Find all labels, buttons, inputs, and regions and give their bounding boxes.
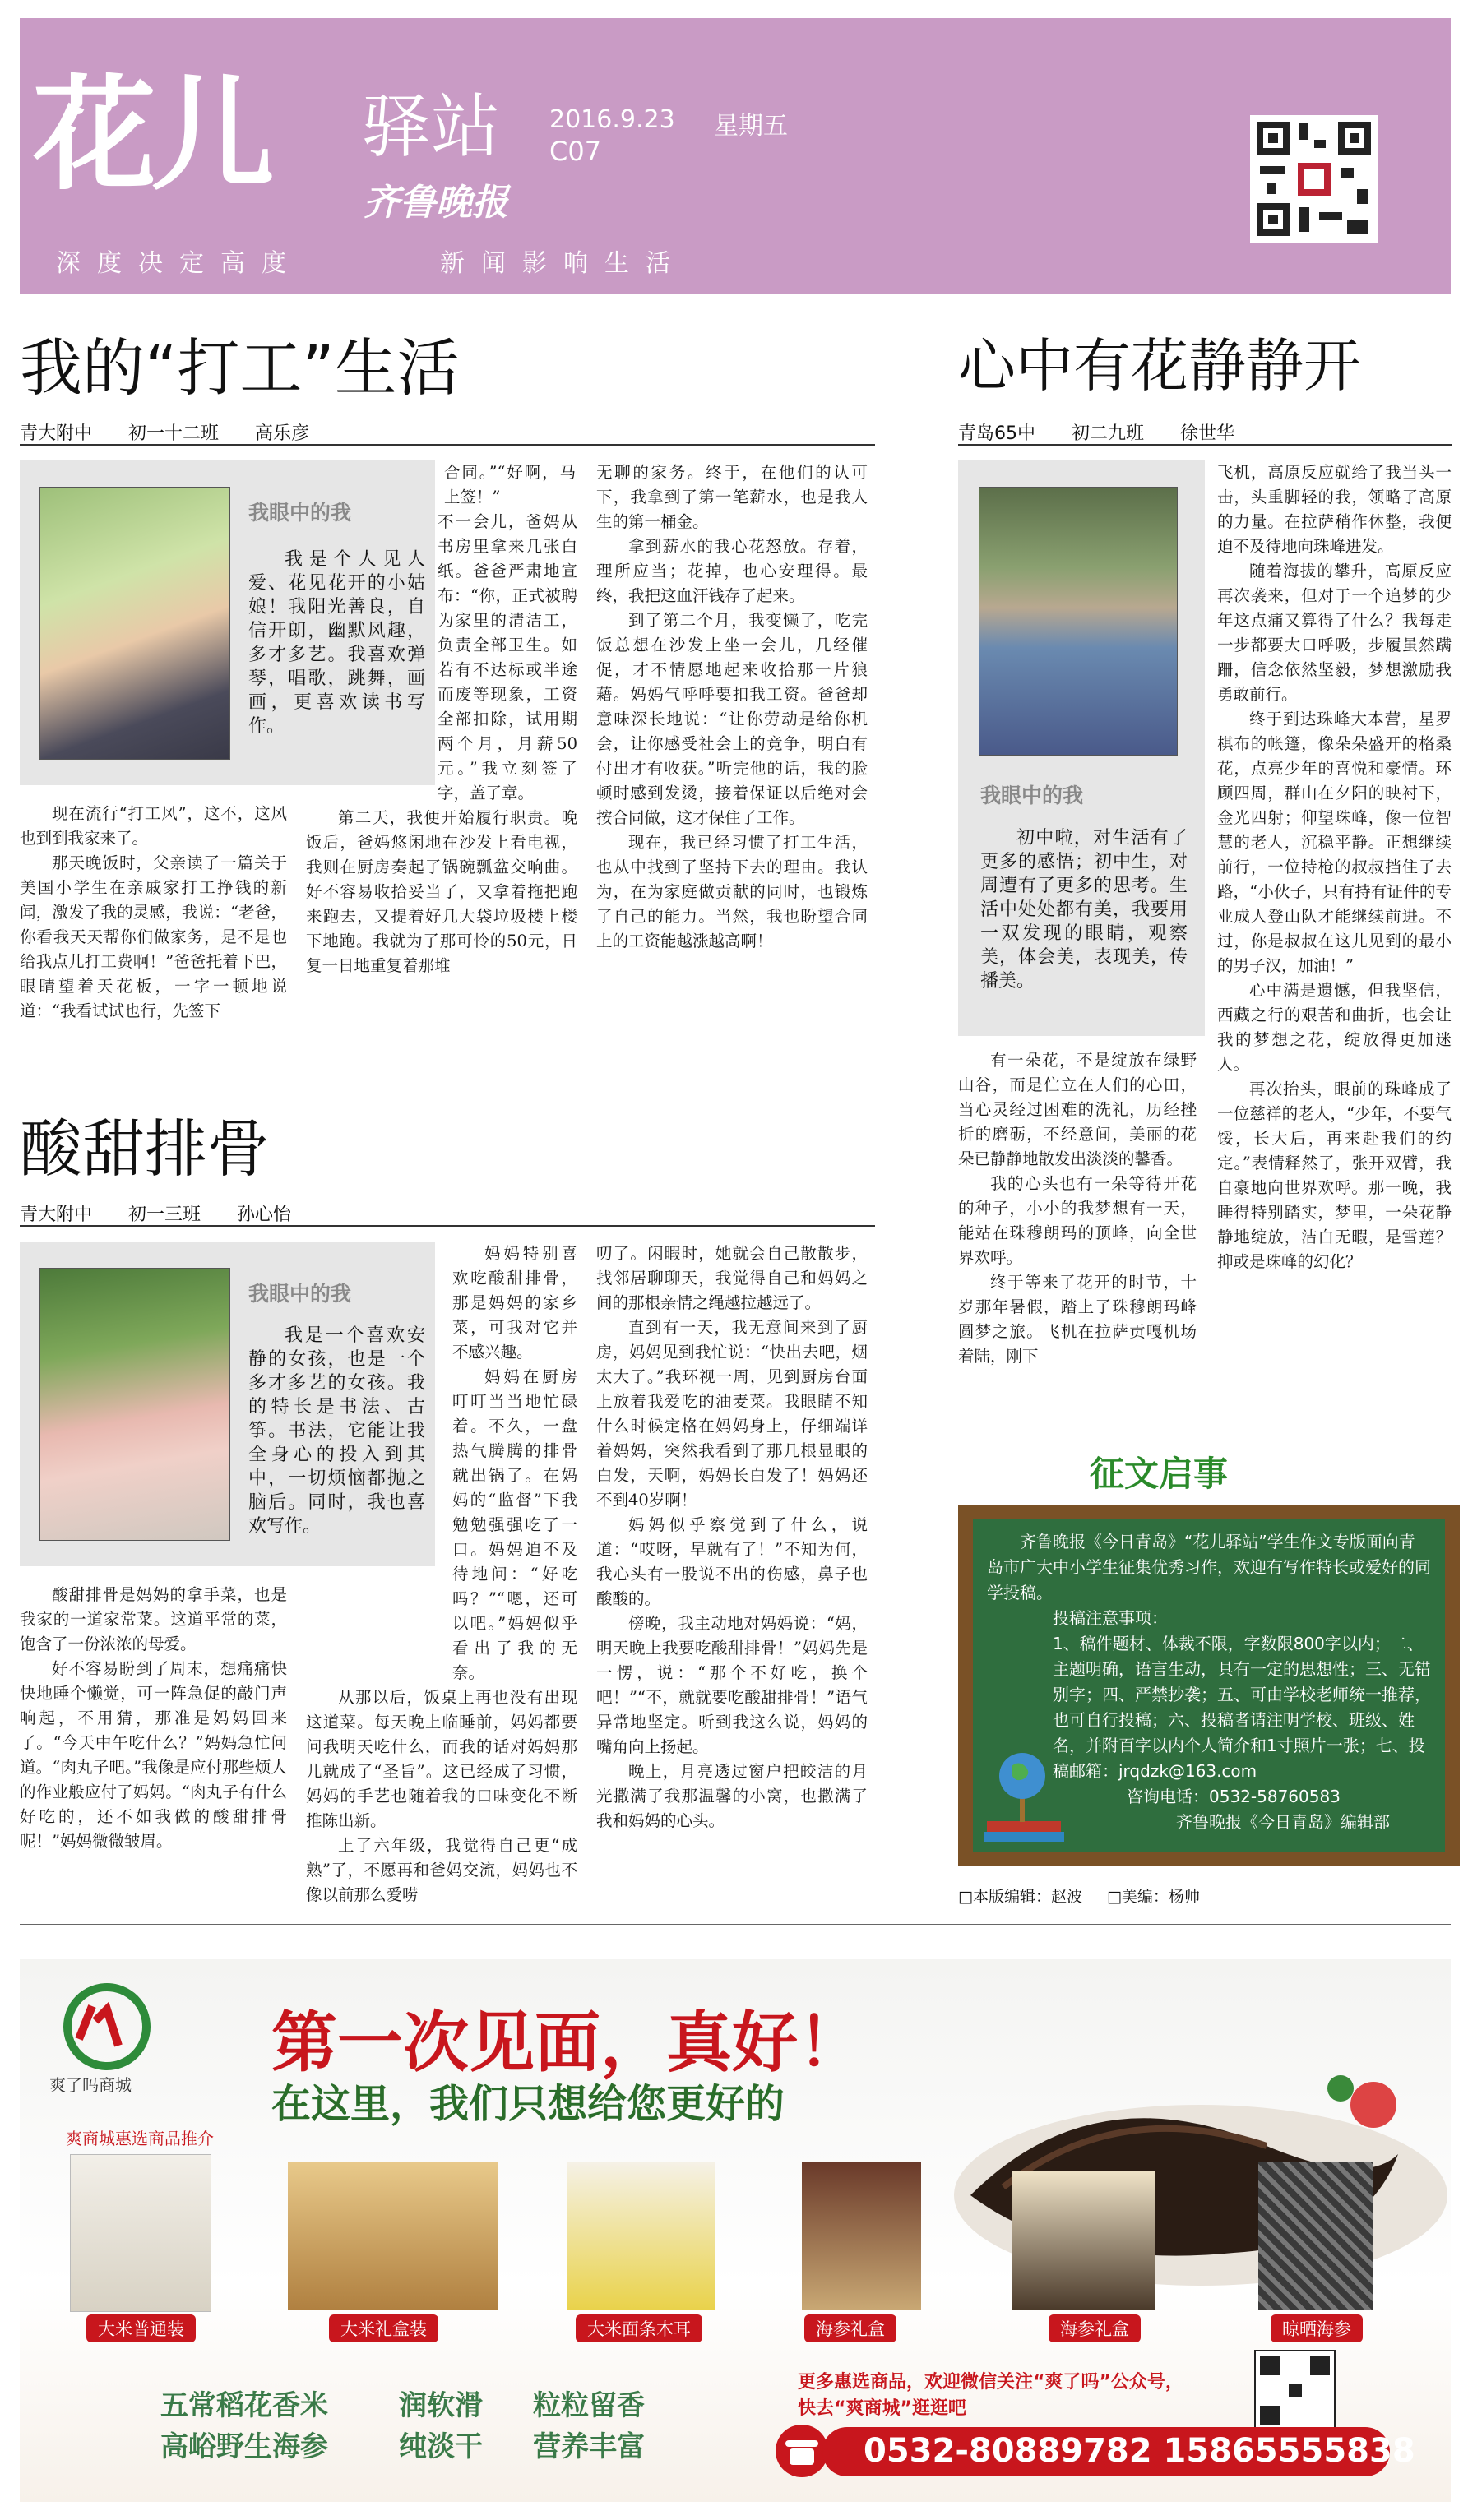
article3-side-text: 初中啦，对生活有了更多的感悟；初中生，对周遭有了更多的思考。生活中处处都有美，我要用一双发现的眼睛，观察美，体会美，表现美，传播美。: [980, 828, 1188, 992]
masthead-slogan-right: 新闻影响生活: [440, 249, 687, 278]
notice-title: 征文启事: [1090, 1454, 1229, 1494]
article2-school: 青大附中: [20, 1205, 93, 1225]
product-label-5[interactable]: 晾晒海参: [1271, 2314, 1363, 2342]
product-image-rice-box: [288, 2162, 498, 2310]
article2-author: 孙心怡: [237, 1205, 292, 1225]
article2-column-3: 叨了。闲暇时，她就会自己散散步，找邻居聊聊天，我觉得自己和妈妈之间的那根亲情之绳越拉越远了。 直到有一天，我无意间来到了厨房，妈妈见到我忙说：“快出去吧，烟太大了。”我环视一周，见到厨房台面上放着我爱吃的油麦菜。我眼睛不知什么时候定格在妈妈身上，仔细端详着妈妈，突然我看到了那几根显眼的白发，天啊，妈妈长白发了！妈妈还不到40岁啊！ 妈妈似乎察觉到了什么，说道：“哎呀，早就有了！”不知为何，我心头有一股说不出的伤感，鼻子也酸酸的。 傍晚，我主动地对妈妈说：“妈，明天晚上我要吃酸甜排骨！”妈妈先是一愣，说：“那个不好吃，换个吧！”“不，就就要吃酸甜排骨！”语气异常地坚定。听到我这么说，妈妈的嘴角向上扬起。 晚上，月亮透过窗户把皎洁的月光撒满了我那温馨的小窝，也撒满了我和妈妈的心头。: [596, 1244, 868, 1830]
article3-title: 心中有花静静开: [958, 332, 1361, 400]
shop-logo-text: 爽了吗商城: [49, 2075, 132, 2095]
notice-signature: 齐鲁晚报《今日青岛》编辑部: [1176, 1812, 1390, 1832]
article2-side-label: 我眼中的我: [248, 1282, 352, 1306]
article3-column-1: 有一朵花，不是绽放在绿野山谷，而是伫立在人们的心田，当心灵经过困难的洗礼，历经挫折的磨砺，不经意间，美丽的花朵已静静地散发出淡淡的馨香。 我的心头也有一朵等待开花的种子，小小的我梦想有一天，能站在珠穆朗玛的顶峰，向全世界欢呼。 终于等来了花开的时节，十岁那年暑假，踏上了珠穆朗玛峰圆梦之旅。飞机在拉萨贡嘎机场着陆，刚下: [958, 1051, 1197, 1366]
article1-author-photo: [39, 487, 230, 760]
ad-cta-line2: 快去“爽商城”逛逛吧: [798, 2398, 966, 2419]
article1-column-1: 现在流行“打工风”，这不，这风也到到我家来了。 那天晚饭时，父亲读了一篇关于美国小学生在亲戚家打工挣钱的新闻，激发了我的灵感，我说：“老爸，你看我天天帮你们做家务，是不是也给我点儿打工费啊！”爸爸托着下巴，眼睛望着天花板，一字一顿地说道：“我看试试也行，先签下: [20, 804, 287, 1020]
article2-side-text: 我是一个喜欢安静的女孩，也是一个多才多艺的女孩。我的特长是书法、古筝。书法，它能让我全身心的投入到其中，一切烦恼都抛之脑后。同时，我也喜欢写作。: [248, 1325, 425, 1537]
ad-headline: 第一次见面，真好！: [271, 2004, 864, 2081]
article1-rule: [20, 444, 875, 446]
product-image-dried-seacucumber: [1258, 2162, 1373, 2310]
article2-byline: [20, 1200, 327, 1226]
ad-qr-code-icon: [1254, 2350, 1336, 2431]
issue-date: 2016.9.23: [549, 105, 675, 134]
article3-author-photo: [979, 487, 1178, 756]
product-label-0[interactable]: 大米普通装: [86, 2314, 196, 2342]
ad-slogan-4: 纯淡干: [399, 2430, 483, 2463]
ad-phone-number[interactable]: 0532-80889782 15865555838: [864, 2432, 1415, 2470]
notice-intro: 齐鲁晚报《今日青岛》“花儿驿站”学生作文专版面向青岛市广大中小学生征集优秀习作，欢迎有写作特长或爱好的同学投稿。: [987, 1532, 1431, 1602]
article3-author: 徐世华: [1180, 423, 1235, 444]
article1-side-text: 我是个人见人爱、花见花开的小姑娘！我阳光善良，自信开朗，幽默风趣，多才多艺。我喜欢弹琴，唱歌，跳舞，画画，更喜欢读书写作。: [248, 549, 425, 737]
shop-logo-icon: [58, 1981, 156, 2072]
page-number: C07: [549, 136, 602, 167]
article1-column-2a: 合同。”“好啊，马上签！”: [444, 463, 576, 506]
ad-subheadline: 在这里，我们只想给您更好的: [271, 2081, 785, 2127]
article3-column-2: 飞机，高原反应就给了我当头一击，头重脚轻的我，领略了高原的力量。在拉萨稍作休整，我便迫不及待地向珠峰进发。 随着海拔的攀升，高原反应再次袭来，但对于一个追梦的少年这点痛又算得了什么？我每走一步都要大口呼吸，步履虽然蹒跚，信念依然坚毅，梦想激励我勇敢前行。 终于到达珠峰大本营，星罗棋布的帐篷，像朵朵盛开的格桑花，点亮少年的喜悦和豪情。环顾四周，群山在夕阳的映衬下，金光四射；仰望珠峰，像一位智慧的老人，沉稳平静。正想继续前行，一位持枪的叔叔挡住了去路，“小伙子，只有持有证件的专业成人登山队才能继续前进。不过，你是叔叔在这儿见到的最小的男子汉，加油！” 心中满是遗憾，但我坚信，西藏之行的艰苦和曲折，也会让我的梦想之花，绽放得更加迷人。 再次抬头，眼前的珠峰成了一位慈祥的老人，“少年，不要气馁，长大后，再来赴我们的约定。”表情释然了，张开双臂，我自豪地向世界欢呼。那一晚，我睡得特别踏实，梦里，一朵花静静地绽放，洁白无暇，是雪莲？抑或是珠峰的幻化？: [1217, 463, 1452, 1271]
article3-class: 初二九班: [1072, 423, 1145, 444]
ad-slogan-5: 营养丰富: [533, 2430, 645, 2463]
ad-cta-line1: 更多惠选商品，欢迎微信关注“爽了吗”公众号，: [798, 2372, 1183, 2393]
masthead-slogan-left: 深度决定高度: [56, 249, 303, 278]
ad-slogan-2: 粒粒留香: [533, 2389, 645, 2422]
article1-side-label: 我眼中的我: [248, 501, 352, 525]
article3-school: 青岛65中: [958, 423, 1035, 444]
article3-byline: [958, 419, 1271, 445]
masthead-brand: 齐鲁晚报: [364, 182, 508, 224]
article2-rule: [20, 1225, 875, 1227]
article1-title: 我的“打工”生活: [20, 331, 460, 405]
masthead-subtitle: 驿站: [362, 86, 501, 167]
notice-rules: 1、稿件题材、体裁不限，字数限800字以内；二、主题明确，语言生动，具有一定的思想性；三、无错别字；四、严禁抄袭；五、可由学校老师统一推荐，也可自行投稿；六、投稿者请注明学校、班级、姓名，并附百字以内个人简介和1寸照片一张；七、投稿邮箱：jrqdzk@163.com: [1053, 1634, 1431, 1781]
designer-credit: □美编：杨帅: [1106, 1888, 1200, 1906]
article1-column-3: 无聊的家务。终于，在他们的认可下，我拿到了第一笔薪水，也是我人生的第一桶金。 拿到薪水的我心花怒放。存着，理所应当；花掉，也心安理得。最终，我把这血汗钱存了起来。 到了第二个月，我变懒了，吃完饭总想在沙发上坐一会儿，几经催促，才不情愿地起来收拾那一片狼藉。妈妈气呼呼要扣我工资。爸爸却意味深长地说：“让你劳动是给你机会，让你感受社会上的竞争，明白有付出才有收获。”听完他的话，我的脸顿时感到发烫，接着保证以后绝对会按合同做，这才保住了工作。 现在，我已经习惯了打工生活，也从中找到了坚持下去的理由。我认为，在为家庭做贡献的同时，也锻炼了自己的能力。当然，我也盼望合同上的工资能越涨越高啊！: [596, 463, 868, 950]
product-label-3[interactable]: 海参礼盒: [804, 2314, 896, 2342]
article1-column-2: 不一会儿，爸妈从书房里拿来几张白纸。爸爸严肃地宣布：“你，正式被聘为家里的清洁工，负责全部卫生。如若有不达标或半途而废等现象，工资全部扣除，试用期两个月，月薪50元。”我立刻签了字，盖了章。 第二天，我便开始履行职责。晚饭后，爸妈悠闲地在沙发上看电视，我则在厨房奏起了锅碗瓢盆交响曲。好不容易收拾妥当了，又拿着拖把跑来跑去，又提着好几大袋垃圾楼上楼下地跑。我就为了那可怜的50元，日复一日地重复着那堆: [306, 512, 577, 975]
article2-column-2: 妈妈特别喜欢吃酸甜排骨，那是妈妈的家乡菜，可我对它并不感兴趣。 妈妈在厨房叮叮当当地忙碌着。不久，一盘热气腾腾的排骨就出锅了。在妈妈的“监督”下我勉勉强强吃了一口。妈妈迫不及待地问：“好吃吗？”“嗯，还可以吧。”妈妈似乎看出了我的无奈。 从那以后，饭桌上再也没有出现这道菜。每天晚上临睡前，妈妈都要问我明天吃什么，而我的话对妈妈那儿就成了“圣旨”。这已经成了习惯，妈妈的手艺也随着我的口味变化不断推陈出新。 上了六年级，我觉得自己更“成熟”了，不愿再和爸妈交流，妈妈也不像以前那么爱唠: [306, 1244, 577, 1904]
masthead-title: 花儿: [33, 64, 271, 207]
article2-class: 初一三班: [128, 1205, 201, 1225]
product-image-rice-bag: [70, 2154, 211, 2312]
product-image-noodles: [567, 2162, 715, 2310]
article1-author: 高乐彦: [255, 423, 310, 444]
product-image-seacucumber-box2: [1012, 2171, 1155, 2310]
ad-section-title: 爽商城惠选商品推介: [66, 2129, 214, 2148]
qr-code-icon: [1250, 115, 1378, 243]
article2-title: 酸甜排骨: [20, 1112, 270, 1186]
issue-weekday: 星期五: [714, 112, 788, 141]
editors-credits: [958, 1884, 1225, 1907]
product-image-seacucumber-box1: [802, 2162, 921, 2310]
article1-school: 青大附中: [20, 423, 93, 444]
article2-column-1: 酸甜排骨是妈妈的拿手菜，也是我家的一道家常菜。这道平常的菜，饱含了一份浓浓的母爱。 好不容易盼到了周末，想痛痛快快地睡个懒觉，可一阵急促的敲门声响起，不用猜，那准是妈妈回来了。“今天中午吃什么？”妈妈急忙问道。“肉丸子吧。”我像是应付那些烦人的作业般应付了妈妈。“肉丸子有什么好吃的，还不如我做的酸甜排骨呢！”妈妈微微皱眉。: [20, 1585, 287, 1851]
article1-class: 初一十二班: [128, 423, 220, 444]
ad-slogan-3: 高峪野生海参: [160, 2430, 328, 2463]
globe-books-icon: [979, 1743, 1069, 1846]
article2-author-photo: [39, 1268, 230, 1541]
product-label-2[interactable]: 大米面条木耳: [576, 2314, 702, 2342]
product-label-1[interactable]: 大米礼盒装: [329, 2314, 438, 2342]
article3-side-label: 我眼中的我: [980, 784, 1084, 807]
ad-slogan-0: 五常稻花香米: [160, 2389, 328, 2422]
editor-credit: □本版编辑：赵波: [958, 1888, 1082, 1906]
article1-byline: [20, 419, 345, 445]
product-label-4[interactable]: 海参礼盒: [1049, 2314, 1141, 2342]
notice-phone: 咨询电话：0532-58760583: [1127, 1787, 1341, 1806]
notice-rules-title: 投稿注意事项：: [1053, 1608, 1168, 1628]
ad-slogan-1: 润软滑: [399, 2389, 483, 2422]
ad-top-rule: [20, 1924, 1451, 1925]
article3-rule: [958, 444, 1452, 446]
